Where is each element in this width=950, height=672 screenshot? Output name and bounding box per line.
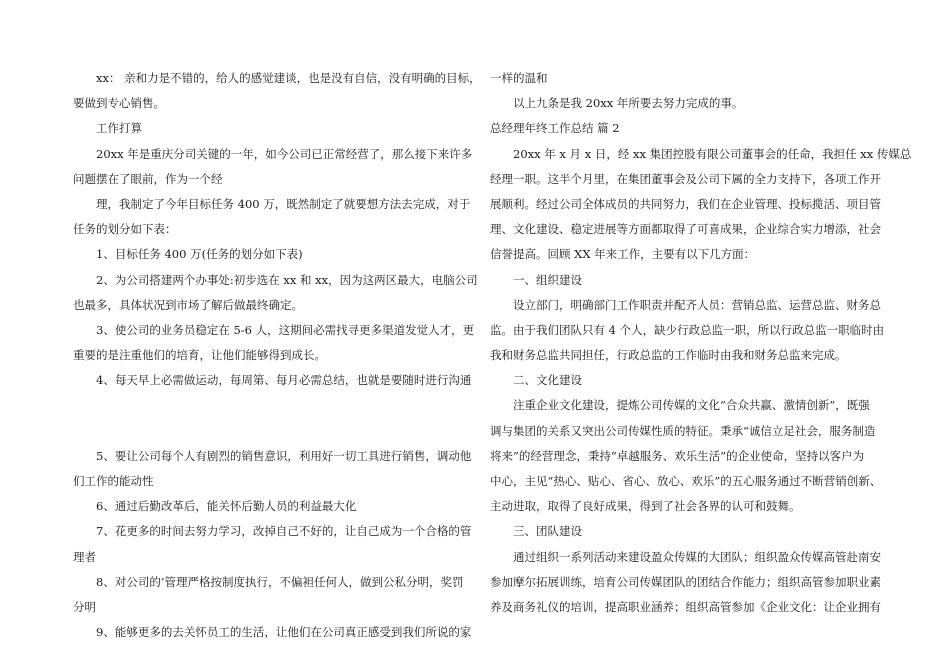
text-line: 设立部门，明确部门工作职责并配齐人员：营销总监、运营总监、财务总 <box>513 297 881 312</box>
text-line: 中心，主见“热心、贴心、省心、放心、欢乐”的五心服务通过不断营销创新、 <box>490 474 882 488</box>
blank-gap <box>73 393 466 443</box>
text-line: 7、花更多的时间去努力学习，改掉自己不好的，让自己成为一个合格的管 <box>96 524 472 539</box>
text-line: 6、通过后勤改革后，能关怀后勤人员的利益最大化 <box>96 499 357 514</box>
text-line: 工作打算 <box>96 121 142 136</box>
text-line: 8、对公司的’管理严格按制度执行，不偏袒任何人，做到公私分明，奖罚 <box>96 574 464 589</box>
text-line: xx： 亲和力是不错的，给人的感觉建谈，也是没有自信，没有明确的目标， <box>96 71 481 85</box>
text-line: 经理一职。这半个月里，在集团董事会及公司下属的全力支持下，各项工作开 <box>490 171 881 186</box>
text-line: 调与集团的关系又突出公司传媒性质的特征。秉承“诚信立足社会，服务制造 <box>490 423 876 438</box>
text-line: 理、文化建设、稳定进展等方面都取得了可喜成果，企业综合实力增添，社会 <box>490 222 881 237</box>
text-line: 3、使公司的业务员稳定在 5-6 人，这期间必需找寻更多渠道发觉人才，更 <box>96 322 475 337</box>
text-line: 一、组织建设 <box>513 272 582 287</box>
text-line: 分明 <box>73 599 96 614</box>
text-line: 主动进取，取得了良好成果，得到了社会各界的认可和鼓舞。 <box>490 499 801 514</box>
text-line: 我和财务总监共同担任，行政总监的工作临时由我和财务总监来完成。 <box>490 348 847 363</box>
text-line: 重要的是注重他们的培育，让他们能够得到成长。 <box>73 348 326 363</box>
left-column <box>73 66 481 645</box>
text-line: 通过组织一系列活动来建设盈众传媒的大团队；组织盈众传媒高管赴南安 <box>513 549 881 564</box>
right-column <box>490 66 912 620</box>
text-line: 理者 <box>73 549 96 564</box>
text-line: 要做到专心销售。 <box>73 96 165 111</box>
text-line: 20xx 年 x 月 x 日，经 xx 集团控股有限公司董事会的任命，我担任 xx 传媒总 <box>513 146 912 161</box>
text-line: 任务的划分如下表： <box>73 222 177 237</box>
text-line: 1、目标任务 400 万(任务的划分如下表) <box>96 247 303 262</box>
text-line: 信誉提高。回顾 XX 年来工作，主要有以下几方面： <box>490 247 756 262</box>
text-line: 二、文化建设 <box>513 373 582 388</box>
text-line: 参加摩尔拓展训练，培育公司传媒团队的团结合作能力；组织高管参加职业素 <box>490 574 881 589</box>
text-line: 三、团队建设 <box>513 524 582 539</box>
text-line: 一样的温和 <box>490 71 548 85</box>
text-line: 20xx 年是重庆分司关键的一年，如今公司已正常经营了，那么接下来许多 <box>96 146 473 161</box>
text-line: 也最多，具体状况到市场了解后做最终确定。 <box>73 297 303 312</box>
text-line: 4、每天早上必需做运动，每周第、每月必需总结，也就是要随时进行沟通 <box>96 373 472 388</box>
text-line: 以上九条是我 20xx 年所要去努力完成的事。 <box>513 96 744 111</box>
text-line: 9、能够更多的去关怀员工的生活，让他们在公司真正感受到我们所说的家 <box>96 625 472 640</box>
text-line: 问题摆在了眼前，作为一个经 <box>73 171 223 186</box>
text-line: 总经理年终工作总结 篇 2 <box>490 121 620 136</box>
text-line: 监。由于我们团队只有 4 个人，缺少行政总监一职，所以行政总监一职临时由 <box>490 322 885 337</box>
text-line: 将来”的经营理念，秉持“卓越服务、欢乐生活”的企业使命，坚持以客户为 <box>490 448 865 463</box>
text-line: 5、要让公司每个人有剧烈的销售意识，利用好一切工具进行销售，调动他 <box>96 448 472 463</box>
text-line: 2、为公司搭建两个办事处:初步选在 xx 和 xx，因为这两区最大，电脑公司 <box>96 272 478 287</box>
text-line: 们工作的能动性 <box>73 474 154 489</box>
text-line: 展顺利。经过公司全体成员的共同努力，我们在企业管理、投标揽活、项目管 <box>490 196 881 211</box>
text-line: 注重企业文化建设，提炼公司传媒的文化“合众共赢、激情创新”，既强 <box>513 398 870 413</box>
text-line: 养及商务礼仪的培训，提高职业涵养；组织高管参加《企业文化：让企业拥有 <box>490 599 881 614</box>
text-line: 理，我制定了今年目标任务 400 万，既然制定了就要想方法去完成，对于 <box>96 196 471 211</box>
